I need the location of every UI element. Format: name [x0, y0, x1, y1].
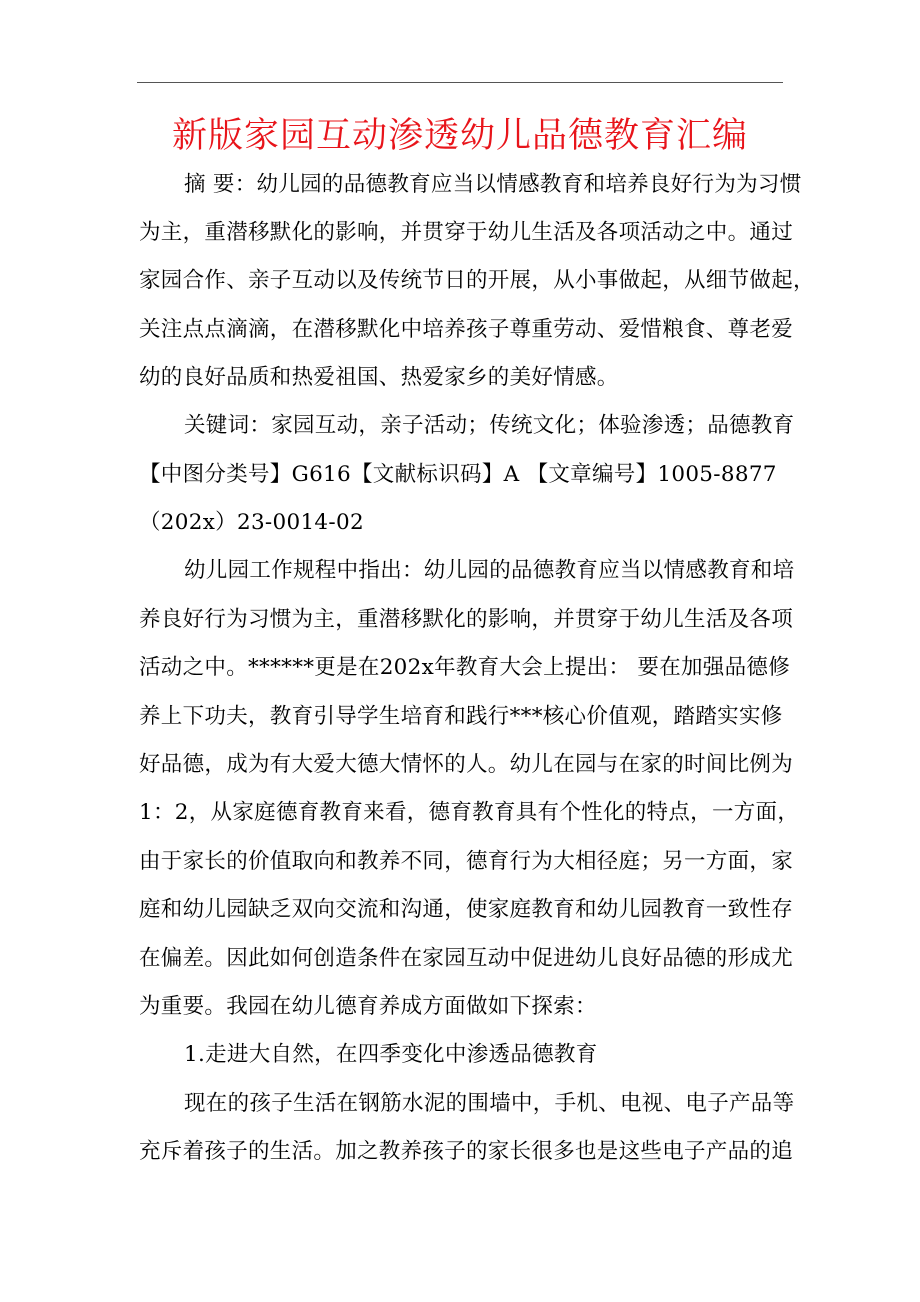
- header-rule: [137, 82, 783, 83]
- document-title: 新版家园互动渗透幼儿品德教育汇编: [171, 116, 748, 156]
- abstract-line-1: 摘 要：幼儿园的品德教育应当以情感教育和培养良好行为为习惯: [184, 172, 802, 197]
- abstract-line-4: 关注点点滴滴，在潜移默化中培养孩子尊重劳动、爱惜粮食、尊老爱: [139, 317, 794, 342]
- section-heading-1: 1.走进大自然，在四季变化中渗透品德教育: [184, 1042, 598, 1067]
- body-line-10: 为重要。我园在幼儿德育养成方面做如下探索：: [139, 994, 597, 1019]
- body-line-6: 1：2，从家庭德育教育来看，德育教育具有个性化的特点，一方面，: [139, 800, 800, 825]
- body-line-8: 庭和幼儿园缺乏双向交流和沟通，使家庭教育和幼儿园教育一致性存: [139, 897, 794, 922]
- abstract-line-5: 幼的良好品质和热爱祖国、热爱家乡的美好情感。: [139, 365, 619, 390]
- body-line-4: 养上下功夫，教育引导学生培育和践行***核心价值观，踏踏实实修: [139, 704, 783, 729]
- abstract-line-2: 为主，重潜移默化的影响，并贯穿于幼儿生活及各项活动之中。通过: [139, 220, 794, 245]
- abstract-line-3: 家园合作、亲子互动以及传统节日的开展，从小事做起，从细节做起，: [139, 268, 815, 293]
- body-line-7: 由于家长的价值取向和教养不同，德育行为大相径庭；另一方面，家: [139, 849, 794, 874]
- body-line-5: 好品德，成为有大爱大德大情怀的人。幼儿在园与在家的时间比例为: [139, 752, 794, 777]
- section-body-line-1: 现在的孩子生活在钢筋水泥的围墙中，手机、电视、电子产品等: [184, 1091, 795, 1116]
- body-line-9: 在偏差。因此如何创造条件在家园互动中促进幼儿良好品德的形成尤: [139, 946, 794, 971]
- section-body-line-2: 充斥着孩子的生活。加之教养孩子的家长很多也是这些电子产品的追: [139, 1139, 794, 1164]
- body-line-3: 活动之中。******更是在202x年教育大会上提出： 要在加强品德修: [139, 655, 790, 680]
- classification-line-1: 【中图分类号】G616【文献标识码】A 【文章编号】1005-8877: [139, 462, 777, 487]
- classification-line-2: （202x）23-0014-02: [139, 510, 364, 535]
- keywords-line: 关键词：家园互动，亲子活动；传统文化；体验渗透；品德教育: [184, 413, 795, 438]
- body-line-2: 养良好行为习惯为主，重潜移默化的影响，并贯穿于幼儿生活及各项: [139, 607, 794, 632]
- body-line-1: 幼儿园工作规程中指出：幼儿园的品德教育应当以情感教育和培: [184, 558, 795, 583]
